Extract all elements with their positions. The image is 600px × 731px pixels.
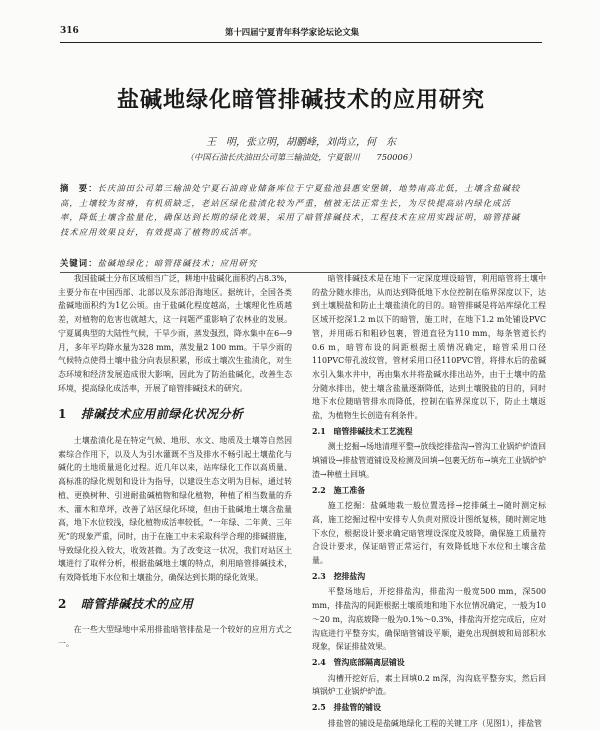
section-title: 排碱技术应用前绿化状况分析 <box>80 407 244 422</box>
keywords-label: 关键词： <box>60 258 98 268</box>
subsection-heading: 2.5 排盐管的铺设 <box>312 703 381 713</box>
section-number: 1 <box>58 407 67 422</box>
abstract-label: 摘 要： <box>60 183 98 193</box>
subsection-text: 施工挖掘：盐碱地栽一般位置选择→挖排碱土→随时测定标高，施工挖掘过程中安排专人负责对照设计图纸复核，随时测定地下水位，根据设计要求确定暗管埋设深度及坡降，确保施工质量符合设计要求，保证暗管正常运行，有效降低地下水位和土壤含盐量。 <box>312 501 546 566</box>
author-list: 王 明，张立明，胡鹏峰，刘尚立，何 东 <box>206 137 396 148</box>
subsection-text: 排盐管的铺设是盐碱地绿化工程的关键工序（见图1），排盐管 <box>327 718 542 728</box>
subsection-text: 沟槽开挖好后，素土回填0.2 m深，沟沟底平整夯实，然后回填锅炉工业锅炉炉渣。 <box>312 673 546 697</box>
abstract <box>60 181 526 240</box>
subsection-text: 平整场地后，开挖排盐沟，排盐沟一般宽500 mm，深500 mm，排盐沟的间距根据土壤质地和地下水位情况确定，一般为10～20 m，沟底坡降一般为0.1%～0.3%，排盐沟开挖完成后，应对沟底进行平整夯实，确保暗管铺设平顺，避免出现倒坡和局部积水现象，保证排盐效果。 <box>312 587 546 652</box>
right-column <box>312 272 546 731</box>
section-1-paragraph: 土壤盐渍化是在特定气候、地形、水文、地质及土壤等自然因素综合作用下，以及人为引水灌溉不当及排水不畅引起土壤盐化与碱化的土地质量退化过程。近几年以来，站库绿化工作以高质量、高标准的绿化规划和设计为指导，以建设生态文明为目标，通过转植、更换树种、引进耐盐碱植物和绿化植物，种植了相当数量的乔木、灌木和草坪，改善了站区绿化环境，但由于盐碱地土壤含盐量高，地下水位较浅，绿化植物成活率较低，“一年绿、二年黄、三年死”的现象严重，同时，由于在施工中未采取科学合理的排碱措施，导致绿化投入较大，收效甚微。为了改变这一状况，我们对站区土壤进行了取样分析，根据盐碱地土壤的特点，利用暗管排碱技术，有效降低地下水位和土壤盐分，确保达到长期的绿化效果。 <box>58 436 292 583</box>
page-number: 316 <box>60 26 79 36</box>
header-rule <box>60 42 542 43</box>
section-2-paragraph: 在一些大型绿地中采用排盐暗管排盐是一个较好的应用方式之一。 <box>58 625 292 649</box>
running-header <box>60 26 540 40</box>
body-paragraph: 暗管排碱技术是在地下一定深度埋设暗管，利用暗管将土壤中的盐分随水排出，从而达到降低地下水位控制在临界深度以下，达到土壤脱盐和防止土壤盐渍化的目的。暗管排碱是将站库绿化工程区域开挖深1.2 m以下的暗管，施工时，在地下1.2 m处铺设PVC管，并用砾石和粗砂包裹，管道直径为110 mm，每条管道长约0.6 m，暗管布设的间距根据土质情况确定，暗管采用口径110PVC带孔波纹管，管材采用口径110PVC管，将排水后的盐碱水引入集水井中，再由集水井将盐碱水排出站外，由于土壤中的盐分随水排出，使土壤含盐量逐渐降低，达到土壤脱盐的目的，同时地下水位随暗管排水而降低，控制在临界深度以下，防止土壤返盐，为植物生长创造有利条件。 <box>312 274 546 421</box>
section-number: 2 <box>58 596 67 611</box>
subsection-heading: 2.4 管沟底部隔离层铺设 <box>312 657 405 667</box>
left-column <box>58 272 292 651</box>
affiliation: （中国石油长庆油田公司第三输油处，宁夏银川 750006） <box>185 152 417 162</box>
subsection-heading: 2.2 施工准备 <box>312 485 366 495</box>
intro-paragraph: 我国盐碱土分布区域相当广泛，耕地中盐碱化面积约占8.3%，主要分布在中国西部、北部以及东部沿海地区。据统计，全国各类盐碱地面积约为1亿公顷。由于盐碱化程度越高，土壤理化性质越差，对植物的危害也就越大，这一问题严重影响了农林业的发展。宁夏属典型的大陆性气候，干旱少雨，蒸发强烈，降水集中在6—9月，多年平均降水量为328 mm，蒸发量2 100 mm。干旱少雨的气候特点使得土壤中盐分向表层积累，形成土壤次生盐渍化，对生态环境和经济发展造成很大影响，因此为了防治盐碱化，改善生态环境，提高绿化成活率，开展了暗管排碱技术的研究。 <box>58 274 292 393</box>
abstract-text: 长庆油田公司第三输油处宁夏石油商业储备库位于宁夏盐池县惠安堡镇，地势南高北低，土壤含盐碱较高，土壤较为贫瘠，有机质缺乏，老站区绿化盐渍化较为严重，植被无法正常生长，为尽快提高站内绿化成活率，降低土壤含盐量化，确保达到长期的绿化效果，采用了暗管排碱技术，工程技术在应用实践证明，暗管排碱技术应用效果良好，有效提高了植物的成活率。 <box>60 183 521 238</box>
section-heading-1 <box>58 408 292 422</box>
journal-title: 第十四届宁夏青年科学家论坛论文集 <box>225 27 359 37</box>
subsection-heading: 2.3 挖排盐沟 <box>312 571 366 581</box>
section-title: 暗管排碱技术的应用 <box>80 596 194 611</box>
subsection-heading: 2.1 暗管排碱技术工艺流程 <box>312 426 413 436</box>
keywords <box>60 256 526 270</box>
keywords-text: 盐碱地绿化；暗管排碱技术；应用研究 <box>97 258 258 268</box>
subsection-text: 测土挖掘→场地清理平整→放线挖排盐沟→管沟工业锅炉炉渣回填铺设→排盐管道铺设及检测及回填→包裹无纺布→填充工业锅炉炉渣→种植土回填。 <box>312 442 546 479</box>
section-heading-2 <box>58 598 292 612</box>
article-title: 盐碱地绿化暗管排碱技术的应用研究 <box>116 87 485 113</box>
